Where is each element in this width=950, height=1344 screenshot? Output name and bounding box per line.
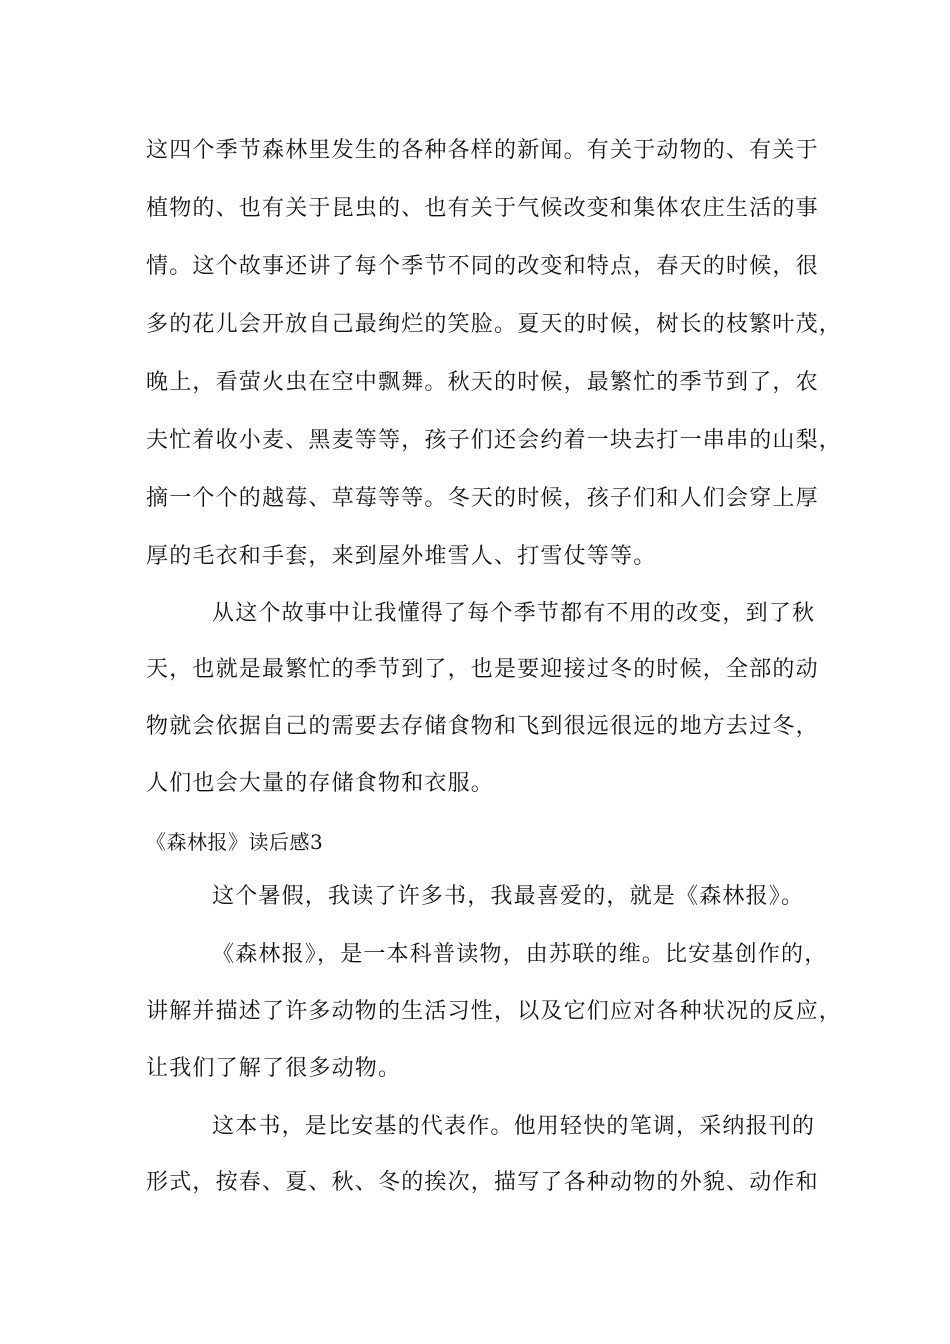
paragraph-line: 厚的毛衣和手套，来到屋外堆雪人、打雪仗等等。 xyxy=(146,544,657,569)
paragraph-line: 情。这个故事还讲了每个季节不同的改变和特点，春天的时候，很 xyxy=(146,254,819,279)
paragraph-line: 多的花儿会开放自己最绚烂的笑脸。夏天的时候，树长的枝繁叶茂， xyxy=(146,312,843,337)
paragraph-line: 物就会依据自己的需要去存储食物和飞到很远很远的地方去过冬， xyxy=(146,714,819,739)
paragraph-line: 《森林报》，是一本科普读物，由苏联的维。比安基创作的， xyxy=(212,942,828,967)
paragraph-line: 夫忙着收小麦、黑麦等等，孩子们还会约着一块去打一串串的山梨， xyxy=(146,428,843,453)
paragraph-line: 形式，按春、夏、秋、冬的挨次，描写了各种动物的外貌、动作和 xyxy=(146,1170,819,1195)
paragraph-line: 从这个故事中让我懂得了每个季节都有不用的改变，到了秋 xyxy=(212,601,816,626)
paragraph-line: 这本书，是比安基的代表作。他用轻快的笔调，采纳报刊的 xyxy=(212,1114,816,1139)
paragraph-line: 天，也就是最繁忙的季节到了，也是要迎接过冬的时候，全部的动 xyxy=(146,657,819,682)
section-heading: 《森林报》读后感3 xyxy=(146,830,324,854)
paragraph-line: 植物的、也有关于昆虫的、也有关于气候改变和集体农庄生活的事 xyxy=(146,196,819,221)
paragraph-line: 讲解并描述了许多动物的生活习性，以及它们应对各种状况的反应， xyxy=(146,999,843,1024)
paragraph-line: 这个暑假，我读了许多书，我最喜爱的，就是《森林报》。 xyxy=(212,884,805,909)
paragraph-line: 这四个季节森林里发生的各种各样的新闻。有关于动物的、有关于 xyxy=(146,138,819,163)
paragraph-line: 摘一个个的越莓、草莓等等。冬天的时候，孩子们和人们会穿上厚 xyxy=(146,486,819,511)
paragraph-line: 让我们了解了很多动物。 xyxy=(146,1056,402,1081)
paragraph-line: 人们也会大量的存储食物和衣服。 xyxy=(146,771,495,796)
paragraph-line: 晚上，看萤火虫在空中飘舞。秋天的时候，最繁忙的季节到了，农 xyxy=(146,370,819,395)
